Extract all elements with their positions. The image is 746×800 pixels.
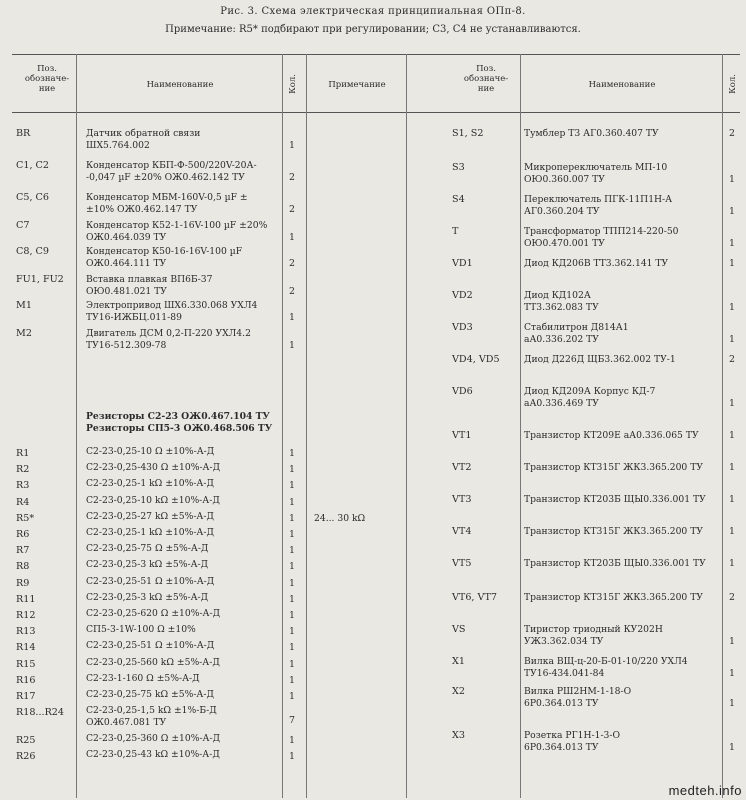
qty-value: 1 (289, 626, 295, 638)
resistor-spec: С2-23-0,25-1 kΩ ±10%-А-Д (86, 478, 214, 490)
header-name-right: Наименование (588, 80, 656, 90)
qty-value: 1 (289, 577, 295, 589)
figure-note: Примечание: R5* подбирают при регулировании; С3, С4 не устанавливаются. (165, 24, 581, 35)
component-name: аА0.336.202 ТУ (524, 333, 599, 345)
component-name: Двигатель ДСМ 0,2-П-220 УХЛ4.2 (86, 328, 251, 339)
qty-value: 1 (729, 258, 735, 269)
qty-value: 1 (289, 658, 295, 670)
qty-value: 1 (729, 636, 735, 647)
pos-label: R9 (16, 577, 30, 589)
component-name: 6Р0.364.013 ТУ (524, 741, 599, 753)
col-divider (306, 54, 307, 798)
col-divider (520, 54, 521, 798)
qty-value: 1 (729, 742, 735, 753)
pos-label: R6 (16, 529, 30, 540)
resistor-spec: С2-23-0,25-51 Ω ±10%-А-Д (86, 575, 215, 587)
qty-value: 1 (729, 558, 735, 569)
qty-value: 1 (729, 430, 735, 441)
component-name: Конденсатор К52-1-16V-100 µF ±20% (86, 220, 268, 231)
qty-value: 1 (729, 668, 735, 679)
qty-value: 2 (289, 204, 295, 215)
qty-value: 2 (729, 354, 735, 365)
qty-value: 1 (289, 512, 295, 524)
pos-label: R2 (16, 464, 30, 476)
pos-label: VT1 (452, 430, 472, 441)
component-name: Транзистор КТ315Г ЖК3.365.200 ТУ (524, 592, 703, 603)
resistor-spec: С2-23-0,25-10 Ω ±10%-А-Д (86, 446, 215, 457)
resistor-spec: С2-23-0,25-430 Ω ±10%-А-Д (86, 462, 221, 474)
resistor-spec: С2-23-0,25-1,5 kΩ ±1%-Б-Д (86, 705, 217, 717)
pos-label: R3 (16, 480, 30, 492)
resistor-spec: С2-23-0,25-560 kΩ ±5%-А-Д (86, 656, 220, 668)
header-note: Примечание (328, 80, 386, 90)
qty-value: 1 (289, 642, 295, 654)
pos-label: S3 (452, 162, 465, 173)
qty-value: 1 (729, 462, 735, 473)
resistor-spec: С2-23-0,25-1 kΩ ±10%-А-Д (86, 527, 214, 538)
component-name: Конденсатор КБП-Ф-500/220V-20А- (86, 160, 257, 171)
pos-label: X1 (452, 656, 465, 667)
pos-label: S4 (452, 194, 465, 205)
component-name: Транзистор КТ315Г ЖК3.365.200 ТУ (524, 462, 703, 473)
component-name: Конденсатор МБМ-160V-0,5 µF ± (86, 192, 248, 203)
resistor-spec: С2-23-0,25-75 kΩ ±5%-А-Д (86, 689, 214, 700)
qty-value: 2 (729, 128, 735, 139)
component-name: ОЖ0.464.039 ТУ (86, 231, 167, 243)
component-name: Транзистор КТ209Е аА0.336.065 ТУ (524, 430, 699, 441)
pos-label: R1 (16, 448, 30, 459)
qty-value: 1 (289, 480, 295, 492)
col-divider (76, 54, 77, 798)
resistor-spec-line2: ОЖ0.467.081 ТУ (86, 717, 167, 729)
component-name: Электропривод ШХ6.330.068 УХЛ4 (86, 300, 258, 311)
pos-label: VS (452, 624, 466, 635)
resistor-spec: С2-23-0,25-3 kΩ ±5%-А-Д (86, 591, 209, 603)
pos-label: R5* (16, 512, 35, 524)
resistor-spec: С2-23-0,25-360 Ω ±10%-А-Д (86, 733, 221, 745)
component-name: ОЮ0.360.007 ТУ (524, 173, 605, 185)
table-top-border (12, 54, 740, 55)
component-name: аА0.336.469 ТУ (524, 397, 599, 409)
qty-value: 1 (729, 206, 735, 217)
component-name: Транзистор КТ203Б ЩЫ0.336.001 ТУ (524, 558, 706, 569)
pos-label: M2 (16, 328, 32, 339)
qty-value: 1 (289, 545, 295, 557)
component-name: Переключатель ПГК-11П1Н-А (524, 194, 673, 205)
component-name: Микропереключатель МП-10 (524, 162, 668, 173)
qty-value: 2 (289, 258, 295, 269)
pos-label: T (452, 226, 459, 237)
qty-value: 1 (729, 698, 735, 709)
qty-value: 2 (289, 172, 295, 183)
pos-label: R13 (16, 626, 36, 638)
component-name: Диод Д226Д ЩБ3.362.002 ТУ-1 (524, 354, 676, 365)
component-name: Вставка плавкая ВП6Б-37 (86, 274, 213, 285)
component-name: Конденсатор К50-16-16V-100 µF (86, 246, 243, 257)
component-name: УЖ3.362.034 ТУ (524, 635, 604, 647)
pos-label: R25 (16, 735, 36, 747)
qty-value: 1 (729, 398, 735, 409)
component-name: Транзистор КТ203Б ЩЫ0.336.001 ТУ (524, 494, 706, 505)
pos-label: R11 (16, 593, 36, 605)
component-name: Диод КД209А Корпус КД-7 (524, 386, 656, 397)
resistor-spec: С2-23-0,25-620 Ω ±10%-А-Д (86, 608, 221, 619)
table-header-border (12, 112, 740, 113)
qty-value: 1 (729, 238, 735, 249)
pos-label: VT3 (452, 494, 472, 505)
qty-value: 1 (289, 593, 295, 605)
component-name: Тиристор триодный КУ202Н (524, 624, 663, 635)
component-name: ТУ16-ИЖБЦ.011-89 (86, 311, 182, 323)
qty-value: 1 (729, 174, 735, 185)
component-name: АГ0.360.204 ТУ (524, 205, 600, 217)
qty-value: 1 (729, 334, 735, 345)
component-name: ШХ5.764.002 (86, 139, 150, 151)
qty-value: 1 (289, 496, 295, 508)
pos-label: R4 (16, 496, 30, 508)
resistor-spec: СП5-3-1W-100 Ω ±10% (86, 624, 196, 636)
header-pos-left: Поз. обозначе- ние (24, 64, 70, 94)
watermark: medteh.info (668, 783, 742, 798)
qty-value: 7 (289, 715, 295, 727)
pos-label: VT4 (452, 526, 472, 537)
qty-value: 1 (289, 232, 295, 243)
component-name: Тумблер Т3 АГ0.360.407 ТУ (524, 128, 659, 139)
component-name: ОЮ0.481.021 ТУ (86, 285, 167, 297)
resistor-spec: С2-23-0,25-51 Ω ±10%-А-Д (86, 640, 215, 652)
component-name: Вилка РШ2НМ-1-18-О (524, 686, 632, 697)
qty-value: 1 (289, 448, 295, 459)
component-name: Диод КД102А (524, 290, 591, 301)
header-qty-right: Кол. (728, 74, 738, 94)
pos-label: R18...R24 (16, 707, 65, 719)
pos-label: S1, S2 (452, 128, 484, 139)
qty-value: 1 (289, 674, 295, 686)
component-name: ТТ3.362.083 ТУ (524, 301, 599, 313)
component-name: Датчик обратной связи (86, 128, 201, 139)
qty-value: 1 (729, 526, 735, 537)
component-name: ОЮ0.470.001 ТУ (524, 237, 605, 249)
component-name: Диод КД206В ТТ3.362.141 ТУ (524, 258, 669, 269)
pos-label: C1, C2 (16, 160, 49, 171)
resistor-spec: С2-23-0,25-75 Ω ±5%-А-Д (86, 543, 209, 555)
pos-label: R15 (16, 658, 36, 670)
pos-label: BR (16, 128, 31, 139)
header-name-left: Наименование (146, 80, 214, 90)
pos-label: VD4, VD5 (452, 354, 500, 365)
qty-value: 2 (729, 592, 735, 603)
pos-label: R14 (16, 642, 36, 654)
resistor-spec: С2-23-0,25-10 kΩ ±10%-А-Д (86, 494, 220, 506)
component-name: ТУ16-434.041-84 (524, 667, 605, 679)
resistor-spec: С2-23-0,25-43 kΩ ±10%-А-Д (86, 749, 220, 761)
qty-value: 1 (289, 529, 295, 540)
pos-label: R7 (16, 545, 30, 557)
component-name: ТУ16-512.309-78 (86, 339, 167, 351)
header-qty-left: Кол. (288, 74, 298, 94)
qty-value: 2 (289, 286, 295, 297)
col-divider (282, 54, 283, 798)
figure-caption: Рис. 3. Схема электрическая принципиальная ОПп-8. (220, 6, 526, 17)
header-pos-right: Поз. обозначе- ние (463, 64, 509, 94)
col-divider (722, 54, 723, 798)
qty-value: 1 (289, 691, 295, 702)
qty-value: 1 (729, 302, 735, 313)
resistor-spec: С2-23-0,25-3 kΩ ±5%-А-Д (86, 559, 209, 571)
component-name: ±10% ОЖ0.462.147 ТУ (86, 203, 198, 215)
pos-label: VD1 (452, 258, 473, 269)
resistor-spec: С2-23-0,25-27 kΩ ±5%-А-Д (86, 510, 214, 522)
qty-value: 1 (289, 140, 295, 151)
component-name: Стабилитрон Д814А1 (524, 322, 629, 333)
qty-value: 1 (289, 340, 295, 351)
pos-label: C8, C9 (16, 246, 49, 257)
component-name: Вилка ВЩ-ц-20-Б-01-10/220 УХЛ4 (524, 656, 688, 667)
pos-label: X2 (452, 686, 465, 697)
pos-label: C7 (16, 220, 30, 231)
pos-label: VD6 (452, 386, 473, 397)
qty-value: 1 (729, 494, 735, 505)
qty-value: 1 (289, 312, 295, 323)
pos-label: R8 (16, 561, 30, 573)
qty-value: 1 (289, 751, 295, 763)
pos-label: R17 (16, 691, 36, 702)
pos-label: R16 (16, 674, 36, 686)
component-name: -0,047 µF ±20% ОЖ0.462.142 ТУ (86, 171, 245, 183)
pos-label: VD3 (452, 322, 473, 333)
pos-label: M1 (16, 300, 32, 311)
component-name: 6Р0.364.013 ТУ (524, 697, 599, 709)
pos-label: R12 (16, 610, 36, 621)
pos-label: VT5 (452, 558, 472, 569)
qty-value: 1 (289, 561, 295, 573)
component-name: ОЖ0.464.111 ТУ (86, 257, 167, 269)
pos-label: VT6, VT7 (452, 592, 497, 603)
pos-label: X3 (452, 730, 465, 741)
component-name: Транзистор КТ315Г ЖК3.365.200 ТУ (524, 526, 703, 537)
qty-value: 1 (289, 735, 295, 747)
qty-value: 1 (289, 464, 295, 476)
pos-label: C5, C6 (16, 192, 49, 203)
pos-label: R26 (16, 751, 36, 763)
pos-label: VT2 (452, 462, 472, 473)
component-name: Трансформатор ТПП214-220-50 (524, 226, 679, 237)
note-value: 24... 30 kΩ (314, 512, 366, 524)
col-divider (406, 54, 407, 798)
component-name: Розетка РГ1Н-1-3-О (524, 730, 621, 741)
pos-label: FU1, FU2 (16, 274, 64, 285)
resistor-group-title: Резисторы СП5-3 ОЖ0.468.506 ТУ (86, 423, 273, 434)
pos-label: VD2 (452, 290, 473, 301)
resistor-group-title: Резисторы С2-23 ОЖ0.467.104 ТУ (86, 411, 270, 422)
qty-value: 1 (289, 610, 295, 621)
resistor-spec: С2-23-1-160 Ω ±5%-А-Д (86, 672, 200, 684)
